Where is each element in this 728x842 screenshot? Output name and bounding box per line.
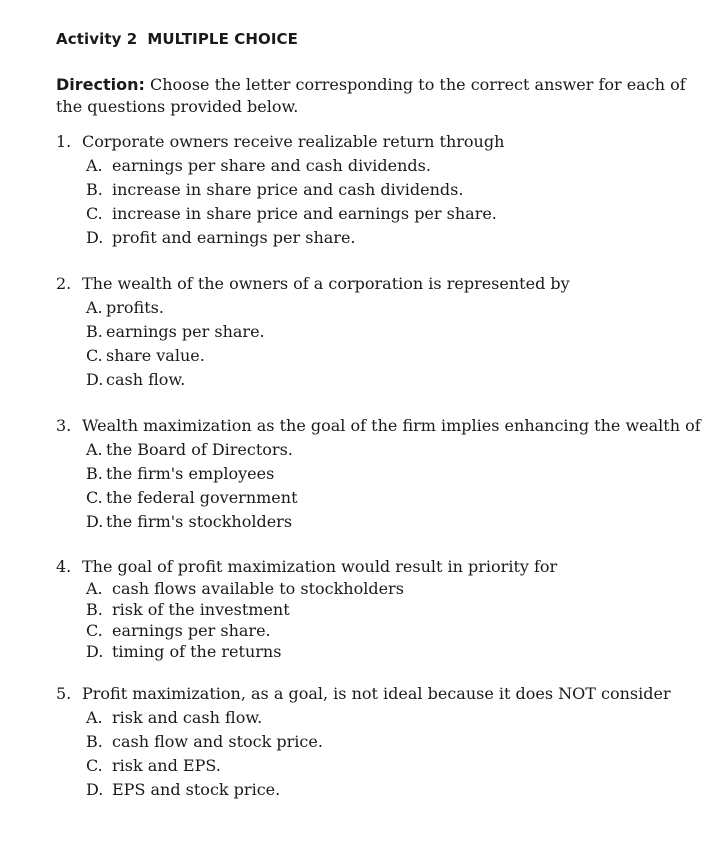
option-letter: D. [86, 780, 104, 799]
option-c [56, 620, 696, 641]
option-letter: A. [86, 708, 103, 727]
option-text: the federal government [106, 488, 298, 507]
question-stem [56, 130, 696, 154]
question-text: Wealth maximization as the goal of the firm implies enhancing the wealth of [82, 416, 701, 435]
option-letter: D. [86, 228, 104, 247]
question-stem [56, 682, 696, 706]
option-text: the Board of Directors. [106, 440, 293, 459]
option-text: the firm's stockholders [106, 512, 293, 531]
question-4 [56, 556, 696, 662]
option-letter: C. [86, 756, 103, 775]
option-letter: D. [86, 370, 104, 389]
option-c [56, 486, 696, 510]
option-letter: B. [86, 322, 103, 341]
option-text: EPS and stock price. [112, 780, 281, 799]
option-c [56, 202, 696, 226]
option-letter: A. [86, 156, 103, 175]
option-text: profit and earnings per share. [112, 228, 356, 247]
options-list [56, 296, 696, 392]
direction-paragraph [56, 74, 691, 118]
option-d [56, 510, 696, 534]
activity-label: Activity 2 [56, 30, 138, 48]
question-number: 4. [56, 557, 72, 576]
option-letter: A. [86, 579, 103, 598]
option-letter: C. [86, 204, 103, 223]
option-text: earnings per share. [112, 621, 271, 640]
question-text: Corporate owners receive realizable return through [82, 132, 505, 151]
option-b [56, 320, 696, 344]
option-b [56, 462, 696, 486]
question-3 [56, 414, 701, 534]
option-letter: A. [86, 440, 103, 459]
option-d [56, 641, 696, 662]
question-5 [56, 682, 696, 802]
question-text: Profit maximization, as a goal, is not ideal because it does NOT consider [82, 684, 671, 703]
option-letter: D. [86, 512, 104, 531]
option-text: the firm's employees [106, 464, 275, 483]
option-text: cash flow and stock price. [112, 732, 323, 751]
question-stem [56, 556, 696, 578]
option-letter: B. [86, 180, 103, 199]
activity-title [56, 30, 298, 48]
option-a [56, 706, 696, 730]
option-letter: B. [86, 600, 103, 619]
option-c [56, 344, 696, 368]
option-text: risk and cash flow. [112, 708, 263, 727]
option-a [56, 578, 696, 599]
question-number: 1. [56, 132, 72, 151]
options-list [56, 154, 696, 250]
question-text: The wealth of the owners of a corporation is represented by [82, 274, 570, 293]
direction-label: Direction: [56, 75, 145, 94]
option-text: increase in share price and cash dividends. [112, 180, 464, 199]
question-2 [56, 272, 696, 392]
option-text: share value. [106, 346, 205, 365]
option-letter: D. [86, 642, 104, 661]
direction-text: Choose the letter corresponding to the correct answer for each of the questions provided below. [56, 75, 686, 116]
option-text: timing of the returns [112, 642, 282, 661]
option-b [56, 730, 696, 754]
option-text: cash flow. [106, 370, 186, 389]
question-stem [56, 414, 701, 438]
option-a [56, 154, 696, 178]
option-d [56, 226, 696, 250]
options-list [56, 438, 696, 534]
question-number: 2. [56, 274, 72, 293]
option-letter: C. [86, 621, 103, 640]
option-a [56, 438, 696, 462]
option-letter: B. [86, 732, 103, 751]
option-letter: C. [86, 346, 103, 365]
option-b [56, 599, 696, 620]
option-text: profits. [106, 298, 164, 317]
option-a [56, 296, 696, 320]
question-number: 5. [56, 684, 72, 703]
option-text: cash flows available to stockholders [112, 579, 404, 598]
option-letter: C. [86, 488, 103, 507]
option-text: earnings per share. [106, 322, 265, 341]
activity-type: MULTIPLE CHOICE [147, 30, 299, 48]
option-text: risk of the investment [112, 600, 290, 619]
option-text: increase in share price and earnings per share. [112, 204, 497, 223]
option-letter: B. [86, 464, 103, 483]
option-letter: A. [86, 298, 103, 317]
options-list [56, 706, 696, 802]
option-d [56, 778, 696, 802]
question-1 [56, 130, 696, 250]
question-stem [56, 272, 696, 296]
option-d [56, 368, 696, 392]
question-text: The goal of profit maximization would result in priority for [82, 557, 558, 576]
options-list [56, 578, 696, 662]
option-b [56, 178, 696, 202]
question-number: 3. [56, 416, 72, 435]
option-c [56, 754, 696, 778]
option-text: risk and EPS. [112, 756, 221, 775]
option-text: earnings per share and cash dividends. [112, 156, 431, 175]
